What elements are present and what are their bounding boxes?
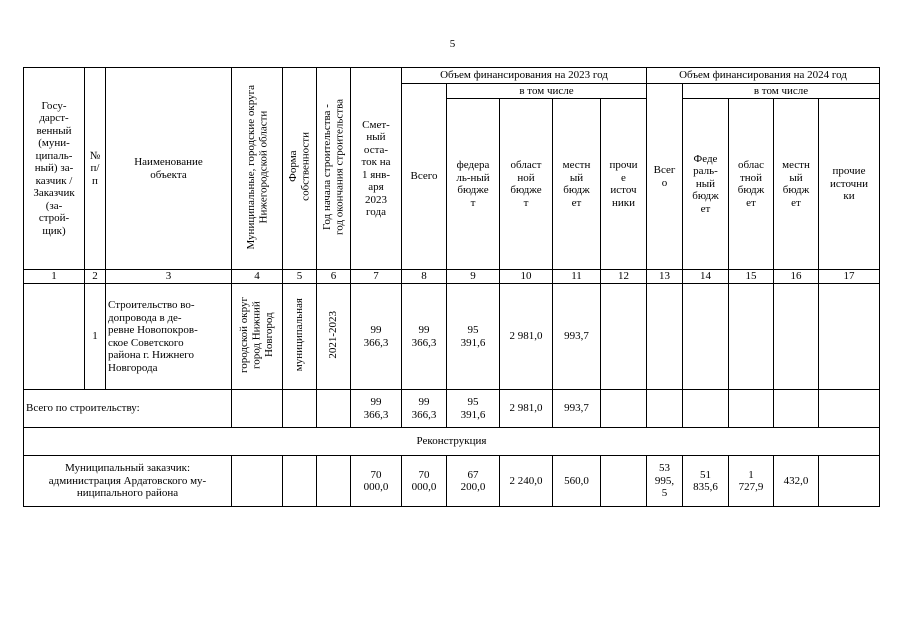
header-regional-2023: област ной бюдже т [500, 99, 553, 270]
row1-other-2023 [601, 284, 647, 390]
header-financing-2023: Объем финансирования на 2023 год [402, 68, 647, 84]
column-number: 13 [647, 270, 683, 284]
row1-local-2024 [774, 284, 819, 390]
table-row [24, 284, 880, 390]
row2-empty [819, 456, 880, 507]
header-years: Год начала строительства - год окончания строительства [317, 68, 351, 270]
column-number: 16 [774, 270, 819, 284]
column-number: 8 [402, 270, 447, 284]
row2-regional-2023: 2 240,0 [500, 456, 553, 507]
column-number: 2 [85, 270, 106, 284]
header-object-name: Наименование объекта [106, 68, 232, 270]
row1-other-2024 [819, 284, 880, 390]
total-federal-2023: 95 391,6 [447, 390, 500, 428]
column-number: 5 [283, 270, 317, 284]
row1-object-name: Строительство во- допровода в де- ревне Новопокров- ское Советского района г. Нижнего Новгорода [106, 284, 232, 390]
row2-estimated: 70 000,0 [351, 456, 402, 507]
row1-municipality: городской округ город Нижний Новгород [232, 284, 283, 390]
section-row [24, 428, 880, 456]
header-including-2023: в том числе [447, 84, 647, 99]
total-regional-2023: 2 981,0 [500, 390, 553, 428]
total-row-label: Всего по строительству: [24, 390, 232, 428]
row1-total-2023: 99 366,3 [402, 284, 447, 390]
financing-table [23, 67, 880, 507]
row1-ownership: муниципальная [283, 284, 317, 390]
total-local-2023: 993,7 [553, 390, 601, 428]
header-federal-2024: Феде раль- ный бюдж ет [683, 99, 729, 270]
column-number: 15 [729, 270, 774, 284]
header-row-number: № п/ п [85, 68, 106, 270]
column-number: 10 [500, 270, 553, 284]
row2-empty [232, 456, 283, 507]
table-row [24, 456, 880, 507]
row2-total-2023: 70 000,0 [402, 456, 447, 507]
total-total-2023: 99 366,3 [402, 390, 447, 428]
header-ownership: Форма собственности [283, 68, 317, 270]
column-number: 12 [601, 270, 647, 284]
header-local-2023: местн ый бюдж ет [553, 99, 601, 270]
header-municipality: Муниципальные, городские округа Нижегородской области [232, 68, 283, 270]
row2-federal-2024: 51 835,6 [683, 456, 729, 507]
column-number-row [24, 270, 880, 284]
header-total-2023: Всего [402, 84, 447, 270]
row2-empty [283, 456, 317, 507]
header-other-2024: прочие источни ки [819, 99, 880, 270]
total-row-empty [819, 390, 880, 428]
total-row-empty [283, 390, 317, 428]
header-including-2024: в том числе [683, 84, 880, 99]
header-total-2024: Всег о [647, 84, 683, 270]
column-number: 1 [24, 270, 85, 284]
row1-years: 2021-2023 [317, 284, 351, 390]
row2-empty [601, 456, 647, 507]
row1-regional-2024 [729, 284, 774, 390]
total-row-empty [683, 390, 729, 428]
row1-federal-2024 [683, 284, 729, 390]
header-financing-2024: Объем финансирования на 2024 год [647, 68, 880, 84]
row2-label: Муниципальный заказчик: администрация Ардатовского му- ниципального района [24, 456, 232, 507]
row2-regional-2024: 1 727,9 [729, 456, 774, 507]
column-number: 14 [683, 270, 729, 284]
header-estimated-balance: Смет- ный оста- ток на 1 янв- аря 2023 года [351, 68, 402, 270]
column-number: 11 [553, 270, 601, 284]
row2-local-2023: 560,0 [553, 456, 601, 507]
column-number: 6 [317, 270, 351, 284]
row1-estimated: 99 366,3 [351, 284, 402, 390]
header-local-2024: местн ый бюдж ет [774, 99, 819, 270]
total-row-empty [232, 390, 283, 428]
total-row-empty [729, 390, 774, 428]
total-row-empty [317, 390, 351, 428]
total-row [24, 390, 880, 428]
row2-empty [317, 456, 351, 507]
row1-regional-2023: 2 981,0 [500, 284, 553, 390]
row2-federal-2023: 67 200,0 [447, 456, 500, 507]
total-estimated: 99 366,3 [351, 390, 402, 428]
row1-total-2024 [647, 284, 683, 390]
row1-federal-2023: 95 391,6 [447, 284, 500, 390]
header-customer: Госу- дарст- венный (муни- ципаль- ный) за- казчик / Заказчик (за- строй- щик) [24, 68, 85, 270]
header-regional-2024: облас тной бюдж ет [729, 99, 774, 270]
column-number: 3 [106, 270, 232, 284]
row1-number: 1 [85, 284, 106, 390]
page-number: 5 [449, 38, 456, 50]
total-row-empty [601, 390, 647, 428]
total-row-empty [647, 390, 683, 428]
row1-local-2023: 993,7 [553, 284, 601, 390]
column-number: 7 [351, 270, 402, 284]
section-title: Реконструкция [24, 428, 880, 456]
total-row-empty [774, 390, 819, 428]
column-number: 4 [232, 270, 283, 284]
row2-total-2024: 53 995, 5 [647, 456, 683, 507]
column-number: 9 [447, 270, 500, 284]
row1-customer [24, 284, 85, 390]
header-federal-2023: федера ль-ный бюдже т [447, 99, 500, 270]
header-other-2023: прочи е источ ники [601, 99, 647, 270]
column-number: 17 [819, 270, 880, 284]
row2-local-2024: 432,0 [774, 456, 819, 507]
